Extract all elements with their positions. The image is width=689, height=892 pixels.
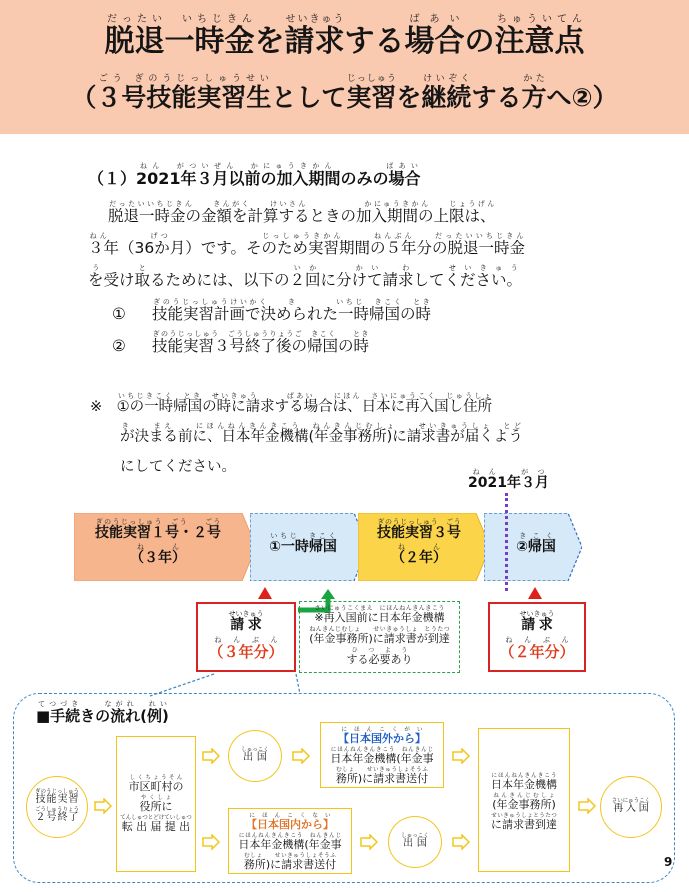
step-depart-bottom-circle: 出国しゅっこく xyxy=(388,816,442,868)
note-line-3: にしてください。 xyxy=(120,459,236,475)
note-mark: ※ xyxy=(90,399,103,415)
para-line-1: 脱退一時金の金額を計算するときの加入期間の上限は、だったいいちじきん きんがく けいさん かにゅうきかん じょうげん xyxy=(108,200,496,225)
arrow-right-icon xyxy=(360,834,378,850)
arrow-right-icon xyxy=(202,748,220,764)
body-paragraph xyxy=(88,200,628,296)
arrow-right-icon xyxy=(578,798,596,814)
claim-2-pointer xyxy=(528,587,542,599)
list-item: ① 技能実習計画で決められた一時帰国の時ぎのうじっしゅうけいかく き いちじ きこく とき xyxy=(112,298,432,323)
arrow-right-icon xyxy=(94,798,112,814)
cutoff-date-label: 2021年３月ねん がつ xyxy=(468,468,549,491)
claim-box-3-years: 請求せいきゅう （３年分）ねんぶん xyxy=(196,602,296,672)
note-line-2: が決まる前に、日本年金機構(年金事務所)に請求書が届くようき まえ にほんねんきんきこう ねんきんじむしょ せいきゅうしょ とど xyxy=(120,422,523,445)
para-line-2: ３年（36か月）です。そのため実習期間の５年分の脱退一時金ねん げつ じっしゅうきかん ねんぶん だったいいちじきん xyxy=(88,232,525,257)
stage-1-label: 技能実習１号・２号ぎのうじっしゅう ごう ごう （３年）ねん xyxy=(95,518,221,566)
stage-4-label: ②帰国きこく xyxy=(516,532,556,555)
arrow-right-icon xyxy=(202,834,220,850)
page-title: 脱退一時金だったい いちじきんを請求せいきゅうする場合ばあいの注意点ちゅういてん xyxy=(104,14,585,59)
arrow-right-icon xyxy=(452,748,470,764)
note-line-1: ※ ①の一時帰国の時に請求する場合は、日本に再入国し住所いちじきこく とき せいきゅう ばあい にほん さいにゅうこく じゅうしょ xyxy=(90,392,493,415)
claim-box-2-years: 請求せいきゅう （２年分）ねんぶん xyxy=(488,602,586,672)
step-send-from-abroad: 【日本国外から】にほんこくがい 日本年金機構(年金事にほんねんきんきこう ねんきんじ 務所)に請求書送付むしょ せいきゅうしょそうふ xyxy=(320,722,444,788)
step-pension-office-receives: 日本年金機構にほんねんきんきこう (年金事務所)ねんきんじむしょ に請求書到達せいきゅうしょとうたつ xyxy=(478,728,570,872)
step-municipal-office: 市区町村のしくちょうそん 役所にやくしょ 転出届提出てんしゅつとどけていしゅつ xyxy=(116,736,196,872)
note-block xyxy=(90,392,650,482)
reentry-note-box: ※再入国前に日本年金機構さいにゅうこくまえ にほんねんきんきこう (年金事務所)に請求書が到達ねんきんじむしょ せいきゅうしょ とうたつ する必要ありひつよう xyxy=(299,601,460,673)
step-depart-top-circle: 出国しゅっこく xyxy=(228,730,282,782)
stage-2-label: ①一時帰国いちじ きこく xyxy=(269,532,337,555)
cutoff-dotted-line xyxy=(505,493,508,591)
section-heading-ruby: ねん がついぜん かにゅうきかん ばあい xyxy=(88,162,421,170)
step-send-from-domestic: 【日本国内から】にほんこくない 日本年金機構(年金事にほんねんきんきこう ねんきんじ 務所)に請求書送付むしょ せいきゅうしょそうふ xyxy=(228,808,352,874)
page-subtitle: （３号技能実習生ごう ぎのうじっしゅうせいとして実習じっしゅうを継続けいぞくする方かたへ②） xyxy=(71,74,618,112)
arrow-right-icon xyxy=(292,748,310,764)
page-number: 9 xyxy=(664,855,673,869)
step-start-circle: 技能実習ぎのうじっしゅう ２号終了ごうしゅうりょう xyxy=(26,776,88,838)
step-reentry-circle: 再入国さいにゅうこく xyxy=(600,776,662,838)
header-banner xyxy=(0,0,689,134)
procedure-flow-title: ■手続きの流れ(例)てつづき ながれ れい xyxy=(36,700,169,725)
arrow-right-icon xyxy=(452,834,470,850)
stage-3-label: 技能実習３号ぎのうじっしゅう ごう （２年）ねん xyxy=(377,518,461,566)
section-heading xyxy=(88,162,421,189)
list-item: ② 技能実習３号終了後の帰国の時ぎのうじっしゅう ごうしゅうりょうご きこく とき xyxy=(112,330,370,355)
para-line-3: を受け取るためには、以下の２回に分けて請求してください。う と いか かい わ せいきゅう xyxy=(88,264,523,289)
claim-timing-list xyxy=(112,298,431,362)
section-heading-text: （１）2021年３月以前の加入期間のみの場合 xyxy=(88,169,421,188)
claim-1-pointer xyxy=(258,587,272,599)
